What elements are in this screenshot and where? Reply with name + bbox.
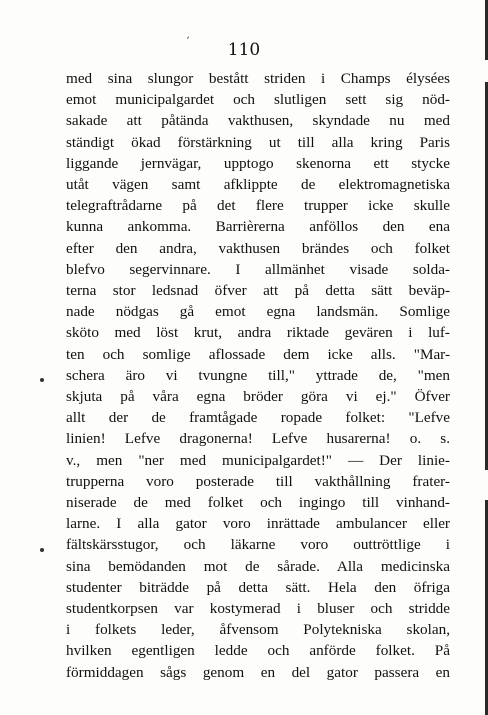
margin-speck [40, 378, 44, 382]
text-line: sakade att påtända vakthusen, skyndade nu med [66, 112, 450, 130]
text-line: blefvo segervinnare. I allmänhet visade solda- [66, 260, 450, 278]
text-line: efter den andra, vakthusen brändes och folket [66, 239, 450, 257]
text-line: nade nödgas gå emot egna landsmän. Somlige [66, 303, 450, 321]
text-line: ten och somlige aflossade dem icke alls. "Mar- [66, 345, 450, 363]
text-line: fältskärsstugor, och läkarne voro outtröttlige i [66, 536, 450, 554]
margin-speck [40, 548, 44, 552]
text-line: niserade de med folket och ingingo till vinhand- [66, 494, 450, 512]
text-line: kunna ankomma. Barrièrerna anföllos den ena [66, 218, 450, 236]
text-line: larne. I alla gator voro inrättade ambulancer eller [66, 515, 450, 533]
text-line: allt der de framtågade ropade folket: "Lefve [66, 409, 450, 427]
text-line: trupperna voro posterade till vakthållning frater- [66, 472, 450, 490]
text-line: emot municipalgardet och slutligen sett sig nöd- [66, 91, 450, 109]
text-line: sköto med löst krut, andra riktade gevären i luf- [66, 324, 450, 342]
text-line: med sina slungor bestått striden i Champs élysées [66, 70, 450, 87]
text-line: sina bemödanden mot de sårade. Alla medicinska [66, 557, 450, 575]
text-line: i folkets leder, åfvensom Polytekniska skolan, [66, 621, 450, 639]
text-line: studentkorpsen var kostymerad i bluser och stridde [66, 600, 450, 618]
text-line: ständigt ökad förstärkning ut till alla kring Paris [66, 133, 450, 151]
text-line: studenter biträdde på detta sätt. Hela den öfriga [66, 578, 450, 596]
text-line: liggande jernvägar, upptogo skenorna ett stycke [66, 154, 450, 172]
text-line: v., men "ner med municipalgardet!" — Der linie- [66, 451, 450, 469]
text-line: utåt vägen samt afklippte de elektromagnetiska [66, 176, 450, 194]
text-line: terna stor ledsnad öfver att på detta sätt beväp- [66, 282, 450, 300]
page-number: 110 [227, 40, 261, 60]
text-line: förmiddagen sågs genom en del gator passera en [66, 663, 450, 681]
text-line: linien! Lefve dragonerna! Lefve husarerna! o. s. [66, 430, 450, 448]
text-line: hvilken egentligen ledde och anförde folket. På [66, 642, 450, 660]
text-line: telegraftrådarne på det flere trupper icke skulle [66, 197, 450, 215]
print-mark: ʼ [186, 36, 190, 47]
body-text [66, 68, 450, 683]
text-line: skjuta på våra egna bröder göra vi ej." Öfver [66, 388, 450, 406]
text-line: schera äro vi tvungne till," yttrade de, "men [66, 366, 450, 384]
